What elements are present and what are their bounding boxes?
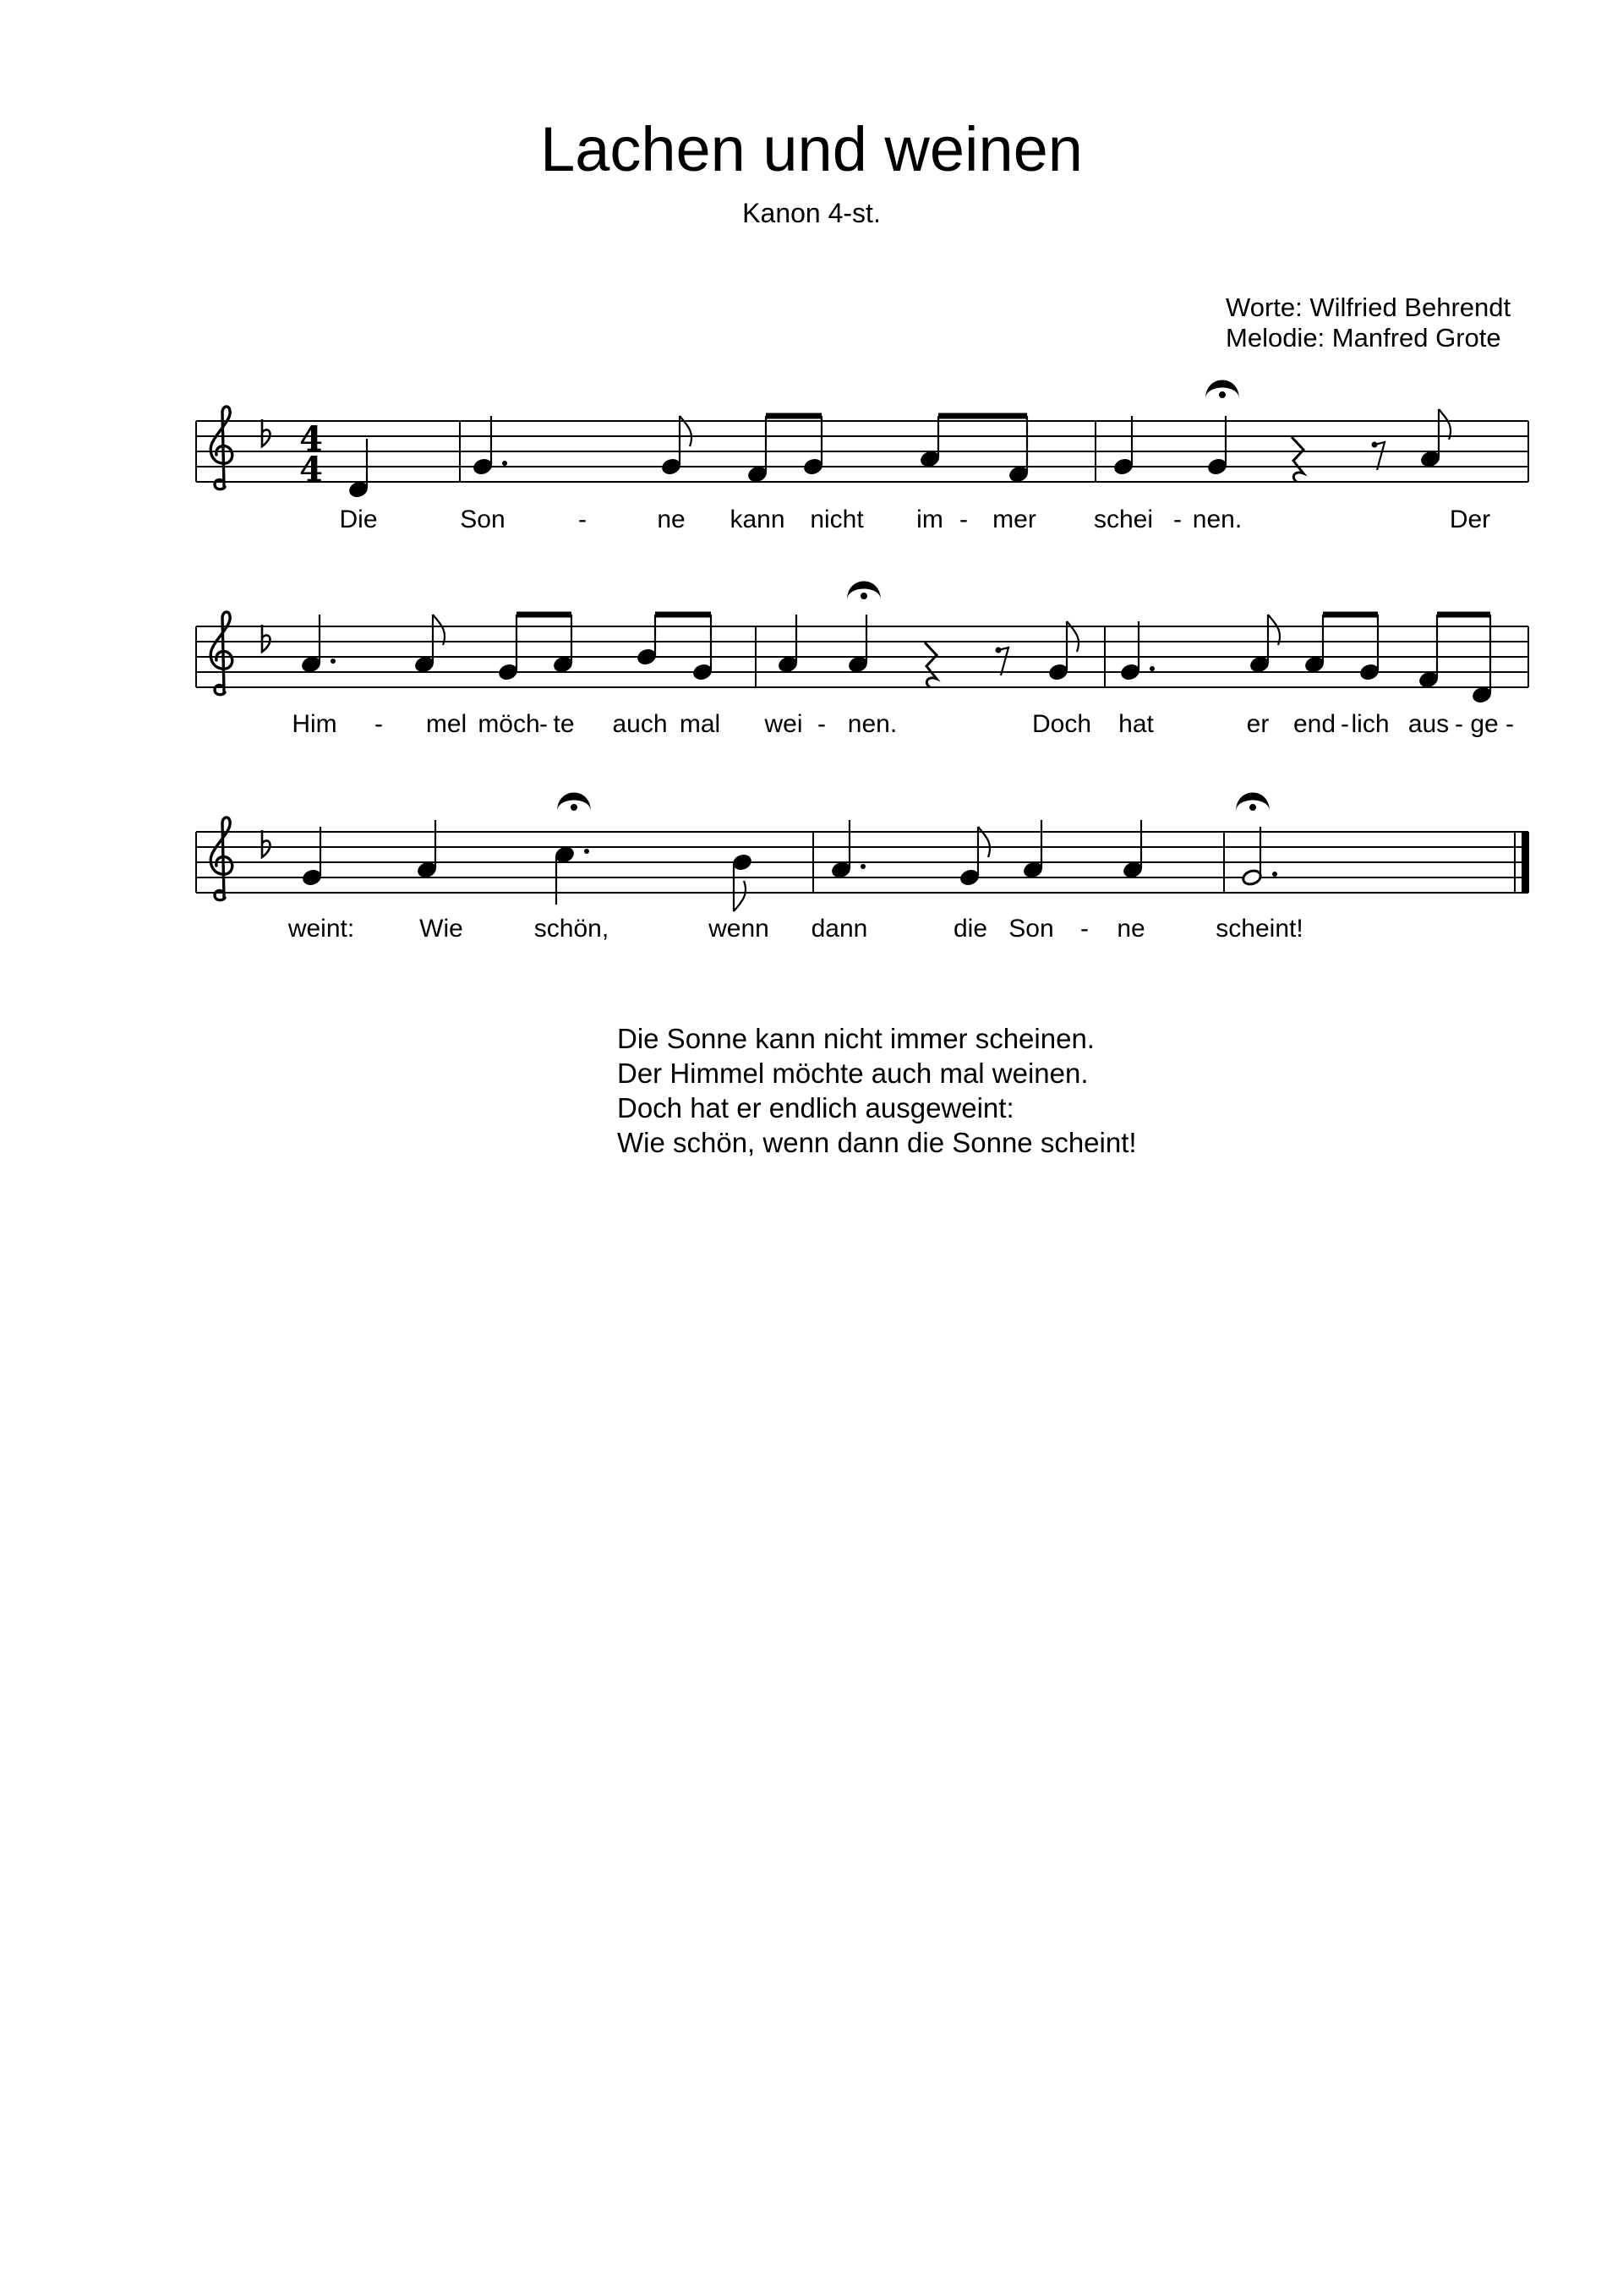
fermata-icon [847, 582, 881, 601]
lyric: die [953, 915, 988, 943]
staff-system-3 [196, 793, 1529, 943]
lyric: lich [1351, 710, 1390, 738]
treble-clef-icon [210, 817, 232, 900]
final-barline [1522, 832, 1529, 893]
lyric: Wie [419, 915, 463, 943]
fermata-icon [1236, 793, 1270, 812]
fermata-icon [557, 793, 591, 812]
verse-line: Wie schön, wenn dann die Sonne scheint! [617, 1127, 1137, 1158]
lyric: - [817, 710, 826, 738]
lyric: ne [657, 506, 686, 533]
lyric: mel [425, 710, 467, 738]
lyric: ne [1117, 915, 1145, 943]
lyric: mal [679, 710, 721, 738]
lyric: dann [811, 915, 868, 943]
lyric: - [1080, 915, 1089, 943]
lyric: schei [1093, 506, 1154, 533]
svg-text:4: 4 [299, 450, 323, 489]
melody-credit: Melodie: Manfred Grote [1226, 323, 1501, 353]
notes-system-2 [301, 615, 1492, 703]
lyric: Him [292, 710, 337, 738]
lyric: möch [478, 710, 540, 738]
lyric: mer [992, 506, 1036, 533]
lyric: wenn [708, 915, 769, 943]
lyrics-system-3 [287, 915, 1303, 943]
lyric: - [578, 506, 587, 533]
song-subtitle: Kanon 4-st. [742, 198, 881, 228]
fermata-icon [1205, 380, 1239, 400]
lyric: nen. [847, 710, 898, 738]
lyric: end [1292, 710, 1336, 738]
lyric: scheint! [1216, 915, 1303, 943]
staff-system-2 [196, 582, 1528, 739]
lyric: - [1173, 506, 1182, 533]
lyric: aus [1407, 710, 1450, 738]
lyric: - [959, 506, 968, 533]
treble-clef-icon [210, 407, 232, 489]
lyric: kann [730, 506, 785, 533]
lyric: wei [764, 710, 803, 738]
lyric: - [1455, 710, 1463, 738]
lyric: hat [1118, 710, 1154, 738]
verse-text [617, 1021, 1137, 1160]
song-title: Lachen und weinen [540, 114, 1083, 184]
lyric: - [1341, 710, 1349, 738]
lyric: Der [1449, 506, 1491, 533]
svg-text:4: 4 [299, 419, 323, 459]
lyric: - [539, 710, 548, 738]
lyrics-system-2 [292, 710, 1514, 738]
sheet-music [0, 0, 1623, 964]
lyrics-system-1 [339, 506, 1490, 533]
lyric: Die [339, 506, 378, 533]
lyric: te [553, 710, 575, 738]
lyric: er [1246, 710, 1270, 738]
lyric: Doch [1031, 710, 1092, 738]
treble-clef-icon [210, 612, 232, 695]
lyric: nen. [1192, 506, 1243, 533]
lyric: - [1506, 710, 1514, 738]
notes-system-3 [302, 820, 1277, 911]
lyric: nicht [810, 506, 864, 533]
lyric: weint: [287, 915, 355, 943]
notes-system-1 [348, 409, 1451, 498]
flat-key-signature-icon [262, 419, 270, 446]
verse-line: Der Himmel möchte auch mal weinen. [617, 1058, 1089, 1089]
staff-system-1 [196, 380, 1528, 534]
flat-key-signature-icon [262, 830, 270, 857]
verse-line: Doch hat er endlich ausgeweint: [617, 1092, 1014, 1123]
lyric: ge [1470, 710, 1499, 738]
flat-key-signature-icon [262, 625, 270, 652]
lyric: Son [1008, 915, 1054, 943]
lyric: im [916, 506, 943, 533]
words-credit: Worte: Wilfried Behrendt [1226, 292, 1511, 322]
time-signature [299, 419, 323, 489]
verse-line: Die Sonne kann nicht immer scheinen. [617, 1023, 1095, 1054]
lyric: schön, [533, 915, 609, 943]
lyric: auch [612, 710, 668, 738]
lyric: Son [460, 506, 505, 533]
lyric: - [374, 710, 383, 738]
